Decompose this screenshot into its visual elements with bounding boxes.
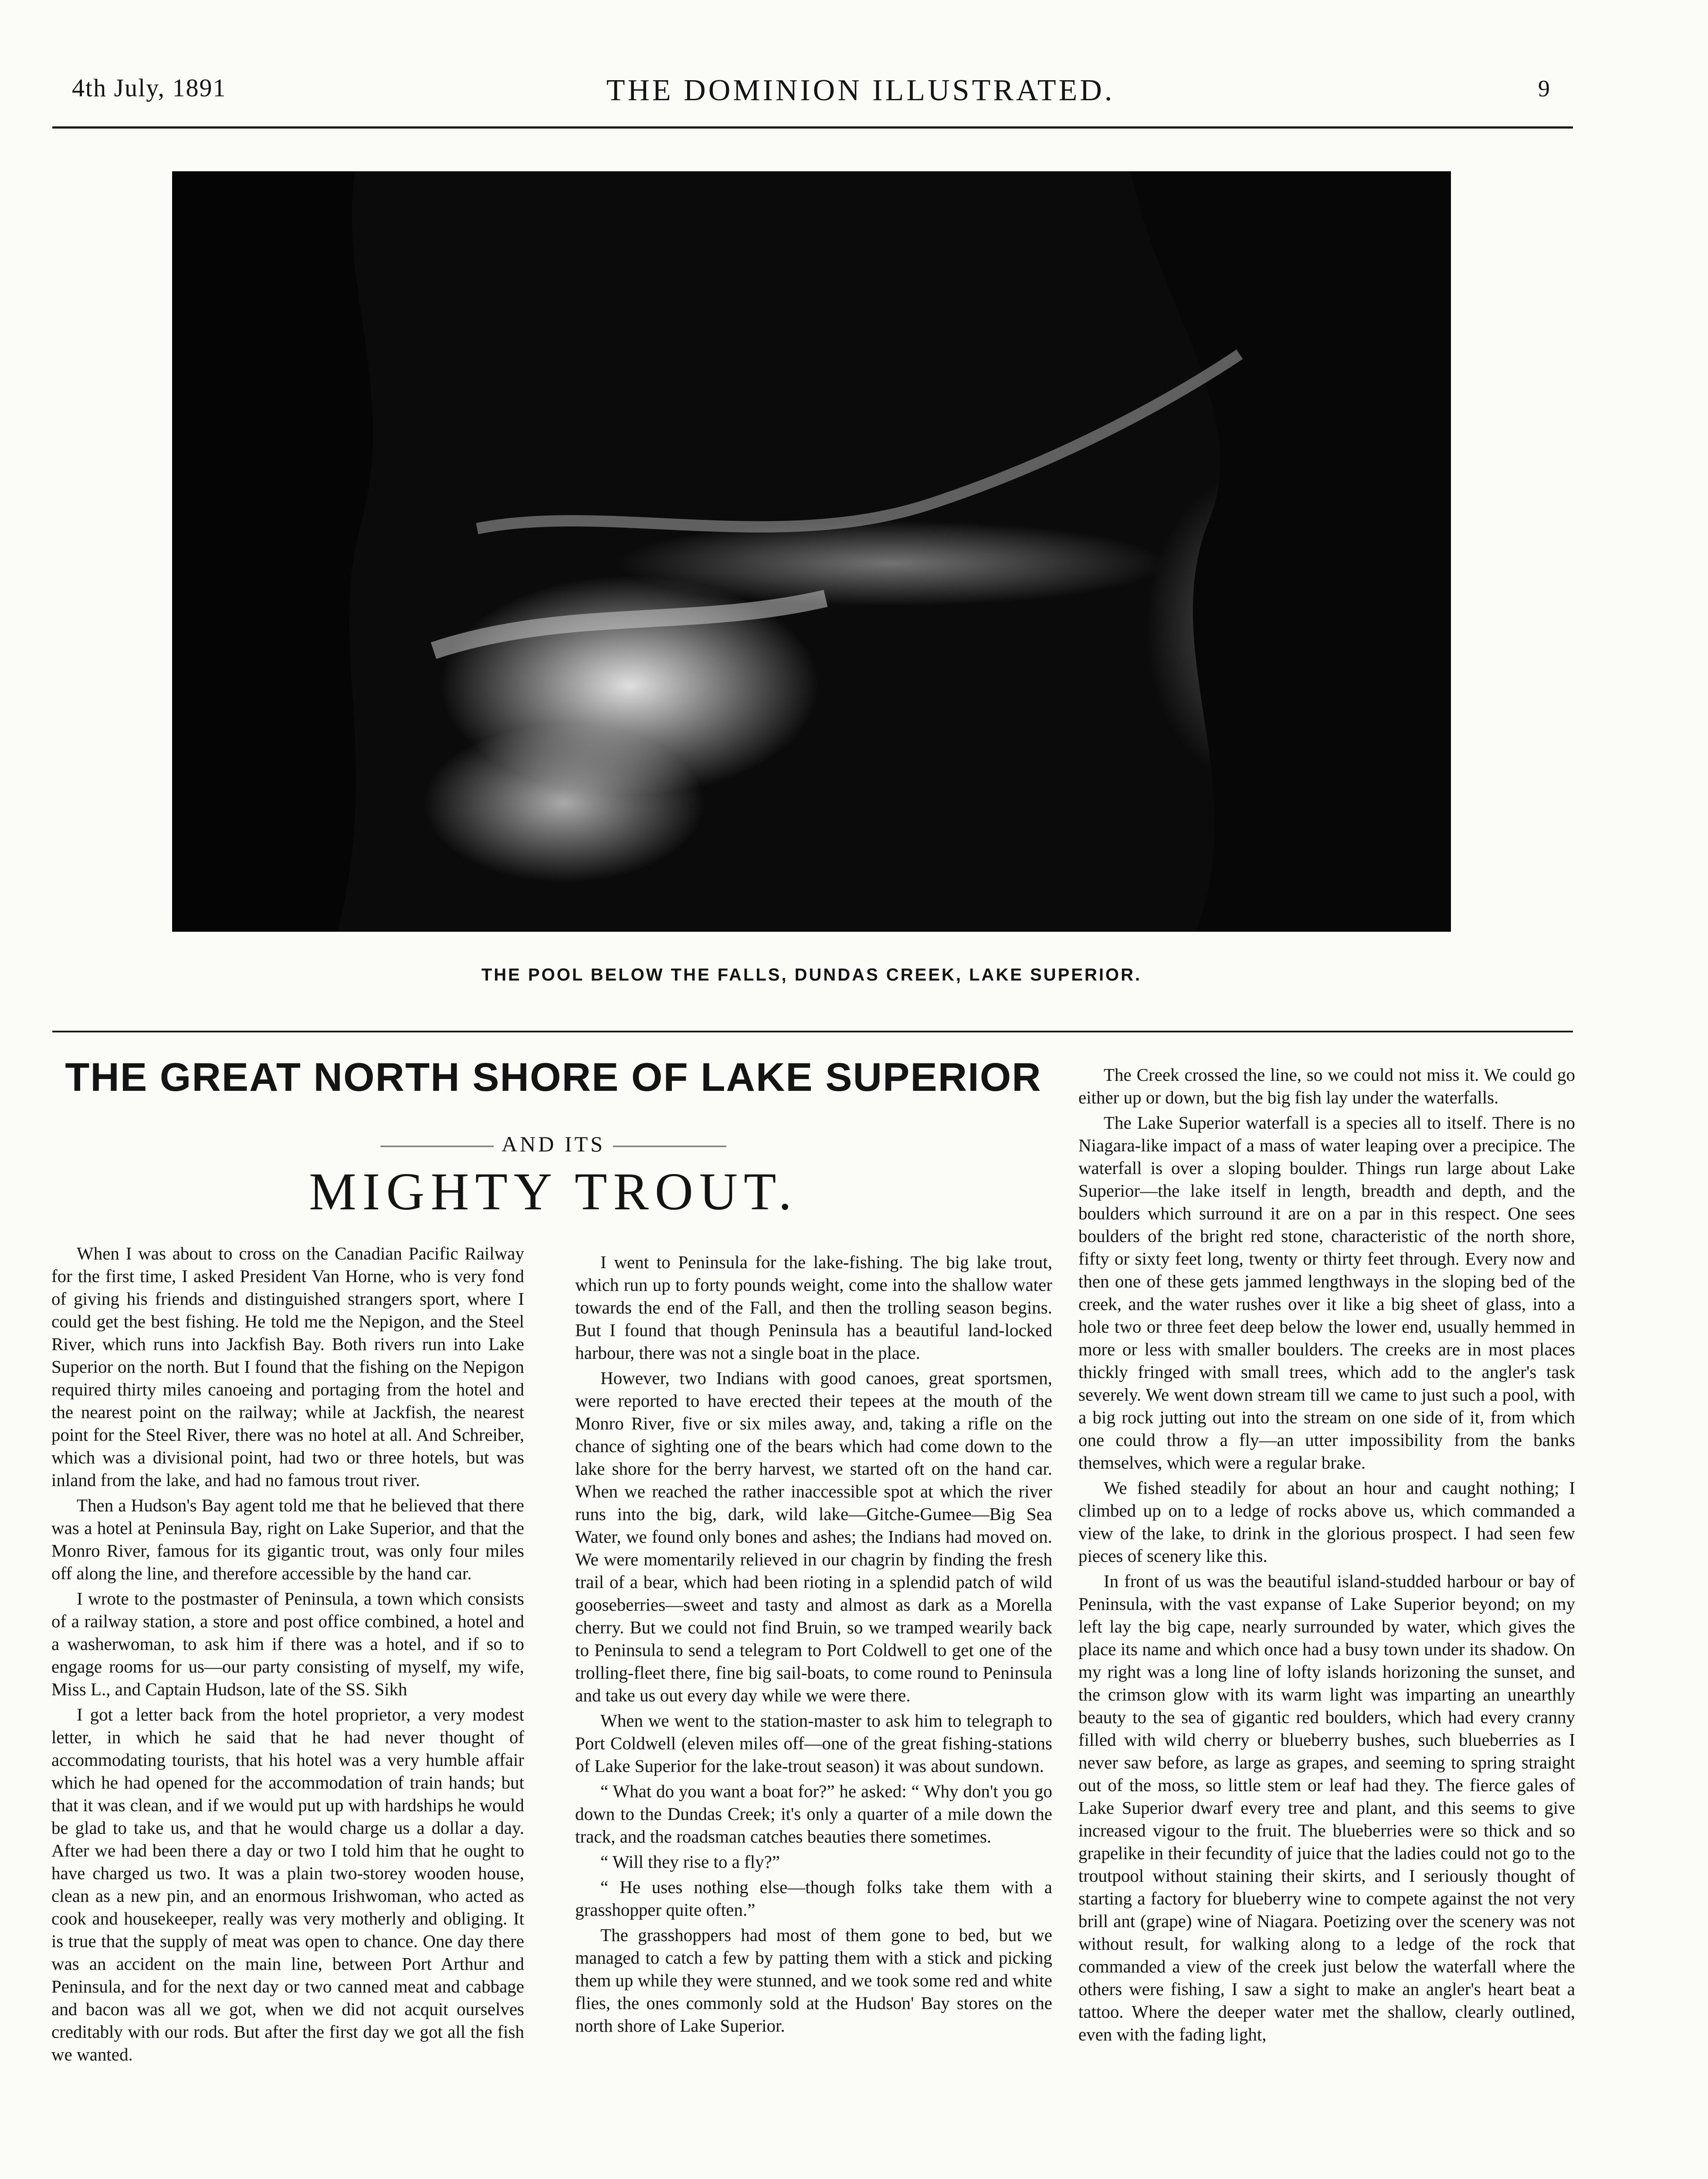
paragraph: When we went to the station-master to ask him to telegraph to Port Coldwell (eleven miles off—one of the great fishing-stations of Lake Superior for the lake-trout season) it was about sundown. — [575, 1711, 1052, 1776]
paragraph: The Lake Superior waterfall is a species all to itself. There is no Niagara-like impact of a mass of water leaping over a precipice. The waterfall is over a sloping boulder. Things run large about Lake Superior—the lake itself in length, breadth and depth, and the boulders which surround it are on a par in this respect. One sees boulders of the bright red stone, characteristic of the north shore, fifty or sixty feet long, twenty or thirty feet through. Every now and then one of these gets jammed lengthways in the sloping bed of the creek, and the water rushes over it like a big sheet of glass, into a hole two or three feet deep below the lower end, usually hemmed in more or less with smaller boulders. The creeks are in most places thickly fringed with small trees, which add to the angler's task severely. We went down stream till we came to just such a pool, with a big rock jutting out into the stream on one side of it, from which one could throw a fly—an utter impossibility from the banks themselves, which were a regular brake. — [1078, 1113, 1575, 1473]
paragraph: “ What do you want a boat for?” he asked: “ Why don't you go down to the Dundas Creek; it's only a quarter of a mile down the track, and the roadsman catches beauties there sometimes. — [575, 1781, 1052, 1846]
masthead — [0, 0, 1708, 139]
paragraph: “ Will they rise to a fly?” — [600, 1852, 780, 1872]
issue-date: 4th July, 1891 — [72, 74, 227, 102]
masthead-rule — [52, 126, 1573, 129]
text-column-3 — [1078, 1063, 1575, 2179]
paragraph: However, two Indians with good canoes, great sportsmen, were reported to have erected their tepees at the mouth of the Monro River, five or six miles away, and, taking a rifle on the chance of sighting one of the bears which had come down to the lake shore for the berry harvest, we started oft on the hand car. When we reached the rather inaccessible spot at which the river runs into the big, dark, wild lake—Gitche-Gumee—Big Sea Water, we found only bones and ashes; the Indians had moved on. We were momentarily relieved in our chagrin by finding the fresh trail of a bear, which had been rioting in a splendid patch of wild gooseberries—sweet and tasty and almost as dark as a Morella cherry. But we could not find Bruin, so we tramped wearily back to Peninsula to send a telegram to Port Coldwell to get one of the trolling-fleet there, fine big sail-boats, to come round to Peninsula and take us out every day while we were there. — [575, 1368, 1052, 1705]
text-column-2 — [575, 1251, 1052, 2179]
paragraph: The Creek crossed the line, so we could not miss it. We could go either up or down, but the big fish lay under the waterfalls. — [1078, 1065, 1575, 1107]
paragraph: I went to Peninsula for the lake-fishing. The big lake trout, which run up to forty pounds weight, come into the shallow water towards the end of the Fall, and then the trolling season begins. But I found that though Peninsula has a beautiful land-locked harbour, there was not a single boat in the place. — [575, 1252, 1052, 1363]
paragraph: “ He uses nothing else—though folks take them with a grasshopper quite often.” — [575, 1877, 1052, 1920]
paragraph: The grasshoppers had most of them gone to bed, but we managed to catch a few by patting them with a stick and picking them up while they were stunned, and we took some red and white flies, the ones commonly sold at the Hudson' Bay stores on the north shore of Lake Superior. — [575, 1925, 1052, 2036]
paragraph: I wrote to the postmaster of Peninsula, a town which consists of a railway station, a store and post office combined, a hotel and a washerwoman, to ask him if there was a hotel, and if so to engage rooms for us—our party consisting of myself, my wife, Miss L., and Captain Hudson, late of the SS. Sikh — [51, 1588, 524, 1699]
falls-photograph — [172, 171, 1451, 932]
paragraph: When I was about to cross on the Canadian Pacific Railway for the first time, I asked President Van Horne, who is very fond of giving his friends and distinguished strangers sport, where I could get the best fishing. He told me the Nepigon, and the Steel River, which runs into Jackfish Bay. Both rivers run into Lake Superior on the north. But I found that the fishing on the Nepigon required thirty miles canoeing and portaging from the hotel and the nearest point on the railway; while at Jackfish, the nearest point for the Steel River, there was no hotel at all. And Schreiber, which was a divisional point, had two or three hotels, but was inland from the lake, and had no famous trout river. — [51, 1243, 524, 1490]
foliage-silhouette-icon — [172, 171, 1451, 932]
text-column-1 — [51, 1242, 524, 2179]
paragraph: In front of us was the beautiful island-studded harbour or bay of Peninsula, with the vast expanse of Lake Superior beyond; on my left lay the big cape, nearly surrounded by water, which gives the place its name and which once had a busy town under its shadow. On my right was a long line of lofty islands horizoning the sunset, and the crimson glow with its warm light was imparting an unearthly beauty to the sea of gigantic red boulders, which had every cranny filled with wild cherry or blueberry bushes, such blueberries as I never saw before, as large as grapes, and seeming to spring straight out of the moss, so little stem or leaf had they. The fierce gales of Lake Superior dwarf every tree and plant, and this seems to give increased vigour to the fruit. The blueberries were so thick and so grapelike in their fecundity of juice that the ladies could not go to the troutpool without staining their skirts, and I seriously thought of starting a factory for blueberry wine to compete against the not very brill ant (grape) wine of Niagara. Poetizing over the scenery was not without result, for walking along to a ledge of the rock that commanded a view of the creek just below the waterfall where the others were fishing, I saw a sight to make an angler's heart beat a tattoo. Where the deeper water met the shallow, clearly outlined, even with the fading light, — [1078, 1571, 1575, 2044]
paragraph: We fished steadily for about an hour and caught nothing; I climbed up on to a ledge of rocks above us, which commanded a view of the lake, to drink in the glorious prospect. I had seen few pieces of scenery like this. — [1078, 1478, 1575, 1566]
article-title: MIGHTY TROUT. — [309, 1162, 798, 1221]
left-ornament-rule — [380, 1146, 494, 1147]
paragraph: Then a Hudson's Bay agent told me that he believed that there was a hotel at Peninsula Bay, right on Lake Superior, and that the Monro River, famous for its gigantic trout, was only four miles off along the line, and therefore accessible by the hand car. — [51, 1495, 524, 1583]
section-rule — [52, 1031, 1573, 1032]
newspaper-title: THE DOMINION ILLUSTRATED. — [606, 74, 1115, 107]
paragraph: I got a letter back from the hotel proprietor, a very modest letter, in which he said that he had never thought of accommodating tourists, that his hotel was a very humble affair which he had opened for the accommodation of train hands; but that it was clean, and if we would put up with hardships he would be glad to take us, and that he would charge us a dollar a day. After we had been there a day or two I told him that he ought to have charged us two. It was a plain two-storey wooden house, clean as a new pin, and an enormous Irishwoman, who acted as cook and housekeeper, really was very motherly and obliging. It is true that the supply of meat was open to chance. One day there was an accident on the main line, between Port Arthur and Peninsula, and for the next day or two canned meat and cabbage and bacon was all we got, when we did not acquit ourselves creditably with our rods. But after the first day we got all the fish we wanted. — [51, 1704, 524, 2064]
page-number: 9 — [1538, 75, 1550, 102]
right-ornament-rule — [613, 1146, 726, 1147]
article-headline: THE GREAT NORTH SHORE OF LAKE SUPERIOR — [65, 1055, 1042, 1100]
subline-text: AND ITS — [502, 1132, 605, 1156]
article-subline — [52, 1131, 1054, 1157]
photo-caption: THE POOL BELOW THE FALLS, DUNDAS CREEK, LAKE SUPERIOR. — [481, 965, 1142, 984]
